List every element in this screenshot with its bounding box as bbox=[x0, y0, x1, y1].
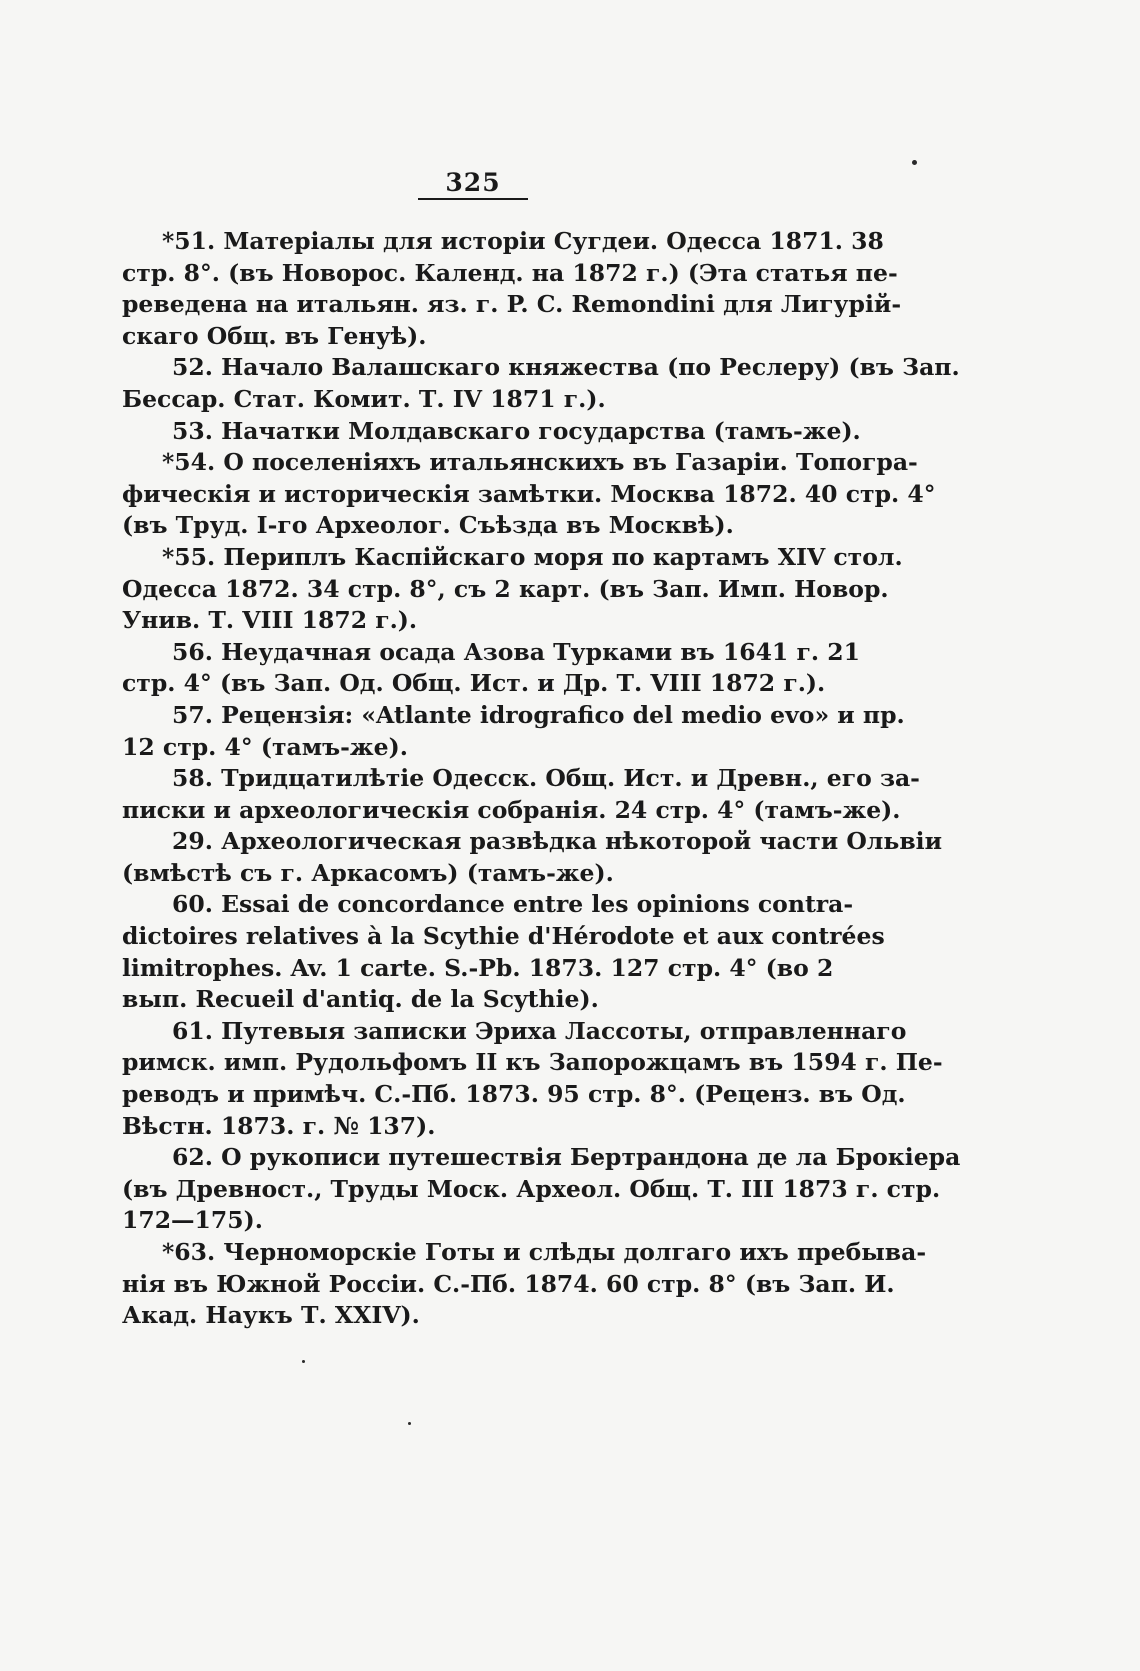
text-line: 60. Essai de concordance entre les opinions contra- bbox=[172, 890, 854, 919]
text-line: реведена на итальян. яз. г. P. C. Remondini для Лигурій- bbox=[122, 290, 902, 319]
speck-mark bbox=[408, 1422, 411, 1425]
text-line: стр. 8°. (въ Новорос. Календ. на 1872 г.) (Эта статья пе- bbox=[122, 258, 898, 287]
text-line: limitrophes. Av. 1 carte. S.-Pb. 1873. 127 стр. 4° (во 2 bbox=[122, 953, 834, 982]
text-line: *54. О поселеніяхъ итальянскихъ въ Газаріи. Топогра- bbox=[162, 448, 918, 477]
page-number-rule bbox=[418, 198, 528, 200]
text-line: реводъ и примѣч. С.-Пб. 1873. 95 стр. 8°. (Реценз. въ Од. bbox=[122, 1080, 906, 1109]
page-number: 325 bbox=[445, 168, 501, 197]
text-line: (въ Труд. I-го Археолог. Съѣзда въ Москвѣ). bbox=[122, 511, 734, 540]
text-line: dictoires relatives à la Scythie d'Hérodote et aux contrées bbox=[122, 922, 885, 951]
text-line: 29. Археологическая развѣдка нѣкоторой части Ольвіи bbox=[172, 827, 943, 856]
text-line: 52. Начало Валашскаго княжества (по Реслеру) (въ Зап. bbox=[172, 353, 960, 382]
text-line: 61. Путевыя записки Эриха Лассоты, отправленнаго bbox=[172, 1016, 907, 1045]
text-line: Одесса 1872. 34 стр. 8°, съ 2 карт. (въ Зап. Имп. Новор. bbox=[122, 574, 889, 603]
text-line: фическія и историческія замѣтки. Москва 1872. 40 стр. 4° bbox=[122, 479, 936, 508]
text-line: *63. Черноморскіе Готы и слѣды долгаго ихъ пребыва- bbox=[162, 1238, 927, 1266]
text-line: римск. имп. Рудольфомъ II къ Запорожцамъ въ 1594 г. Пе- bbox=[122, 1048, 943, 1077]
text-line: (вмѣстѣ съ г. Аркасомъ) (тамъ-же). bbox=[122, 858, 614, 887]
text-line: 12 стр. 4° (тамъ-же). bbox=[122, 732, 408, 761]
text-line: *51. Матеріалы для исторіи Сугдеи. Одесса 1871. 38 bbox=[162, 227, 884, 255]
text-line: Акад. Наукъ Т. XXIV). bbox=[122, 1301, 420, 1330]
text-line: 57. Рецензія: «Atlante idrografico del medio evo» и пр. bbox=[172, 700, 905, 729]
text-line: 58. Тридцатилѣтіе Одесск. Общ. Ист. и Древн., его за- bbox=[172, 764, 920, 793]
text-line: писки и археологическія собранія. 24 стр. 4° (тамъ-же). bbox=[122, 795, 901, 824]
text-line: 53. Начатки Молдавскаго государства (тамъ-же). bbox=[172, 416, 861, 445]
text-line: 62. О рукописи путешествія Бертрандона де ла Брокіера bbox=[172, 1143, 961, 1172]
text-line: Унив. Т. VIII 1872 г.). bbox=[122, 606, 418, 635]
text-line: 56. Неудачная осада Азова Турками въ 1641 г. 21 bbox=[172, 637, 860, 666]
text-line: вып. Recueil d'antiq. de la Scythie). bbox=[122, 985, 599, 1014]
text-line: скаго Общ. въ Генуѣ). bbox=[122, 321, 427, 350]
text-line: Вѣстн. 1873. г. № 137). bbox=[122, 1111, 436, 1140]
speck-mark bbox=[912, 160, 917, 165]
text-line: (въ Древност., Труды Моск. Археол. Общ. Т. III 1873 г. стр. bbox=[122, 1174, 941, 1203]
text-line: стр. 4° (въ Зап. Од. Общ. Ист. и Др. Т. VIII 1872 г.). bbox=[122, 669, 826, 698]
text-line: нія въ Южной Россіи. С.-Пб. 1874. 60 стр. 8° (въ Зап. И. bbox=[122, 1269, 895, 1298]
text-line: *55. Периплъ Каспійскаго моря по картамъ XIV стол. bbox=[162, 542, 903, 571]
speck-mark bbox=[302, 1360, 305, 1363]
text-line: 172—175). bbox=[122, 1206, 263, 1235]
bibliography-text bbox=[122, 226, 961, 1332]
text-line: Бессар. Стат. Комит. Т. IV 1871 г.). bbox=[122, 384, 606, 413]
